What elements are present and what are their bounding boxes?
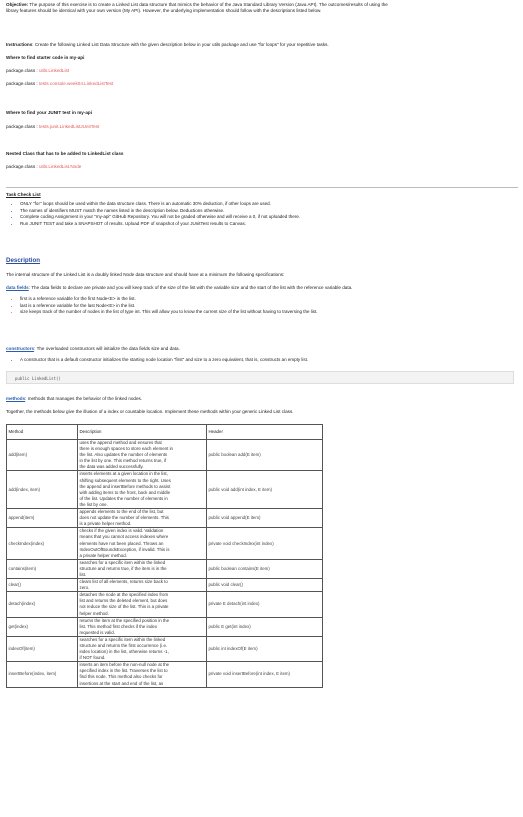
header-cell-header: Header bbox=[207, 425, 323, 440]
junit-heading: Where to find your JUNIT test in my-api bbox=[6, 110, 93, 115]
description-line: IndexOutOfBoundsException, if invalid. This is bbox=[79, 546, 170, 552]
description-line: with adding items to the front, back and middle bbox=[79, 489, 171, 495]
table-row bbox=[7, 592, 323, 617]
starter-line-1-label: package.class : bbox=[6, 68, 39, 73]
table-row bbox=[7, 509, 323, 528]
header-cell: public E get(int index) bbox=[207, 617, 323, 636]
methods-intro: Together, the methods below give the illusion of a index or countable location. Implement these methods within your generic Linked List class. bbox=[6, 409, 294, 414]
header-cell: public void add(int index, E item) bbox=[207, 471, 323, 509]
starter-heading: Where to find starter code in my-api bbox=[6, 55, 85, 60]
table-row bbox=[7, 440, 323, 471]
description-cell bbox=[78, 592, 207, 617]
method-cell: get(index) bbox=[7, 617, 78, 636]
constructors-label: constructors bbox=[6, 346, 35, 351]
method-cell: checkIndex(index) bbox=[7, 528, 78, 559]
header-cell: public boolean add(E item) bbox=[207, 440, 323, 471]
description-cell bbox=[78, 471, 207, 509]
description-line: the list. Also updates the number of elements bbox=[79, 452, 168, 458]
method-cell: add(item) bbox=[7, 440, 78, 471]
starter-line-1 bbox=[6, 68, 69, 74]
constructors-list bbox=[6, 357, 520, 364]
objective-paragraph bbox=[6, 2, 388, 15]
description-cell bbox=[78, 617, 207, 636]
table-row bbox=[7, 579, 323, 592]
description-cell bbox=[78, 636, 207, 661]
description-line: list. bbox=[79, 571, 87, 577]
fields-label: data fields bbox=[6, 285, 29, 290]
header-cell-description: Description bbox=[78, 425, 207, 440]
starter-line-2-label: package.class : bbox=[6, 81, 39, 86]
nested-heading: Nested Class that has to be added to LinkedList class bbox=[6, 151, 124, 156]
description-line: find this node. This method also checks for bbox=[79, 674, 163, 680]
starter-line-2-value[interactable]: tests.console.week04.LinkedListTest bbox=[38, 81, 114, 86]
checklist-item: • The names of identifiers MUST match the names listed in the description below. Deductions otherwise. bbox=[20, 208, 520, 215]
fields-item: • size keeps track of the number of nodes in the list of type int. This will allow you to know the current size of the list without having to traversing the list. bbox=[20, 309, 520, 316]
header-cell: public int indexOf(E item) bbox=[207, 636, 323, 661]
nested-label: package.class : bbox=[6, 164, 39, 169]
checklist-item: • Run JUNIT TEST and take a SNAPSHOT of results. Upload PDF of snapshot of your JUnitTest results to Canvas. bbox=[20, 221, 520, 228]
description-line: insertions at the start and end of the list, as bbox=[79, 680, 164, 686]
description-line: in the list by one. This method returns true, if bbox=[79, 458, 167, 464]
fields-text: : The data fields to declare are private and you will keep track of the size of the list with the variable size and the start of the list with the reference variable data. bbox=[28, 285, 353, 290]
checklist-heading: Task Check List bbox=[6, 192, 41, 197]
description-line: searches for a specific item within the linked bbox=[79, 636, 166, 642]
description-line: helper method. bbox=[79, 610, 109, 616]
instructions-paragraph bbox=[6, 42, 329, 48]
description-line: detaches the node at the specified index from bbox=[79, 592, 169, 598]
header-cell: private void checkIndex(int index) bbox=[207, 528, 323, 559]
description-line: requested is valid. bbox=[79, 629, 115, 635]
starter-line-1-value[interactable]: utils.LinkedList bbox=[38, 68, 70, 73]
table-header-row bbox=[7, 425, 323, 440]
header-cell: public void append(E item) bbox=[207, 509, 323, 528]
description-line: searches for a specific item within the linked bbox=[79, 559, 166, 565]
description-line: uses the append method and ensures that bbox=[79, 440, 162, 445]
description-line: checks if the given index is valid. Validation bbox=[79, 528, 164, 534]
objective-text-line2: library features should be identical with your own version (My API). However, the underlying implementation should follow with the descriptions listed below. bbox=[6, 8, 322, 14]
description-line: a private helper method. bbox=[79, 552, 127, 558]
fields-item: • last is a reference variable for the last Node<E> in the list. bbox=[20, 303, 520, 310]
table-body bbox=[7, 440, 323, 688]
description-cell bbox=[78, 579, 207, 592]
description-line: list. This method first checks if the index bbox=[79, 623, 158, 629]
junit-value[interactable]: tests.junit.LinkedListJUnitTest bbox=[38, 124, 100, 129]
header-cell: private E detach(int index) bbox=[207, 592, 323, 617]
description-cell bbox=[78, 440, 207, 471]
table-row bbox=[7, 471, 323, 509]
objective-label: Objective: bbox=[6, 2, 29, 7]
method-cell: clear() bbox=[7, 579, 78, 592]
table-row bbox=[7, 662, 323, 687]
description-heading: Description bbox=[6, 257, 41, 264]
method-cell: indexOf(item) bbox=[7, 636, 78, 661]
description-line: is a private helper method. bbox=[79, 521, 132, 527]
description-line: zero. bbox=[79, 585, 90, 591]
methods-table bbox=[6, 424, 323, 688]
junit-label: package.class : bbox=[6, 124, 39, 129]
method-cell: add(index, item) bbox=[7, 471, 78, 509]
description-line: not reduce the size of the list. This is a private bbox=[79, 604, 169, 610]
header-cell: public boolean contains(E item) bbox=[207, 559, 323, 578]
junit-line bbox=[6, 124, 99, 130]
table-row bbox=[7, 636, 323, 661]
description-line: structure and returns true, if the item is in the bbox=[79, 565, 167, 571]
description-line: the data was added successfully. bbox=[79, 464, 144, 470]
method-cell: contains(item) bbox=[7, 559, 78, 578]
constructors-paragraph bbox=[6, 346, 180, 352]
description-line: shifting subsequent elements to the right. Uses bbox=[79, 477, 171, 483]
description-line: specified index in the list. Traverses the list to bbox=[79, 668, 168, 674]
constructors-text: : The overloaded constructors will initialize the data fields size and data. bbox=[34, 346, 180, 351]
method-cell: append(item) bbox=[7, 509, 78, 528]
nested-line bbox=[6, 164, 81, 170]
description-line: appends elements to the end of the list, but bbox=[79, 509, 164, 515]
description-line: elements have not been placed. Throws an bbox=[79, 540, 164, 546]
nested-value[interactable]: utils.LinkedList.Node bbox=[38, 164, 82, 169]
table-row bbox=[7, 528, 323, 559]
header-cell: private void insertBefore(int index, E item) bbox=[207, 662, 323, 687]
header-cell: public void clear() bbox=[207, 579, 323, 592]
fields-list bbox=[6, 296, 520, 316]
fields-paragraph bbox=[6, 285, 352, 291]
description-cell bbox=[78, 509, 207, 528]
checklist bbox=[6, 201, 520, 227]
method-cell: detach(index) bbox=[7, 592, 78, 617]
description-line: if NOT found. bbox=[79, 655, 106, 661]
description-line: list and returns the deleted element, but does bbox=[79, 598, 168, 604]
description-text: The internal structure of the Linked List is a doubly linked Node data structure and should have at a minimum the following specifications: bbox=[6, 272, 285, 277]
table-row bbox=[7, 617, 323, 636]
description-cell bbox=[78, 528, 207, 559]
description-line: does not update the number of elements. This bbox=[79, 515, 169, 521]
fields-item: • first is a reference variable for the first Node<E> in the list. bbox=[20, 296, 520, 303]
starter-line-2 bbox=[6, 81, 113, 87]
description-line: returns the item at the specified position in the bbox=[79, 617, 170, 623]
description-line: clears list of all elements, returns size back to bbox=[79, 579, 168, 585]
description-line: of the list. Updates the number of elements in bbox=[79, 495, 168, 501]
methods-paragraph bbox=[6, 396, 142, 402]
checklist-item: • ONLY "for" loops should be used within the data structure class. There is an automatic 30% deduction, if other loops are used. bbox=[20, 201, 520, 208]
table-row bbox=[7, 559, 323, 578]
description-cell bbox=[78, 662, 207, 687]
instructions-text: : Create the following Linked List Data Structure with the given description below in your utils package and use "for loops" for your repetitive tasks. bbox=[32, 42, 329, 47]
constructor-code-block: public LinkedList() bbox=[6, 371, 514, 384]
description-line: means that you cannot access indexes where bbox=[79, 534, 169, 540]
constructors-item: • A constructor that is a default constructor initializes the starting node location "first" and size to a zero equivalent, that is, constructs an empty list. bbox=[20, 357, 520, 364]
methods-text: : methods that manages the behavior of the linked nodes. bbox=[25, 396, 143, 401]
description-line: index location) in the list, otherwise returns -1, bbox=[79, 649, 169, 655]
description-line: inserts elements at a given location in the list, bbox=[79, 471, 168, 477]
methods-label: methods bbox=[6, 396, 26, 401]
description-line: there is enough spaces to store each element in bbox=[79, 446, 173, 452]
instructions-label: Instructions bbox=[6, 42, 33, 47]
description-line: the list by one. bbox=[79, 501, 108, 507]
checklist-item: • Complete coding Assignment in your "my-api" GitHub Repository. You will not be graded otherwise and will receive a 0, if not uploaded there. bbox=[20, 214, 520, 221]
method-cell: insertBefore(index, item) bbox=[7, 662, 78, 687]
description-cell bbox=[78, 559, 207, 578]
objective-text-line1: The purpose of this exercise is to create a Linked List data structure that mimics the behavior of the Java Standard Library Version (Java API). The outcomes/results of using the bbox=[29, 2, 388, 7]
description-line: inserts an item before the non-null node at the bbox=[79, 662, 170, 668]
description-line: structure and returns the first occurrence (i.e. bbox=[79, 643, 168, 648]
divider bbox=[6, 187, 518, 188]
description-line: the append and insertBefore methods to assist bbox=[79, 483, 171, 489]
header-cell-method: Method bbox=[7, 425, 78, 440]
